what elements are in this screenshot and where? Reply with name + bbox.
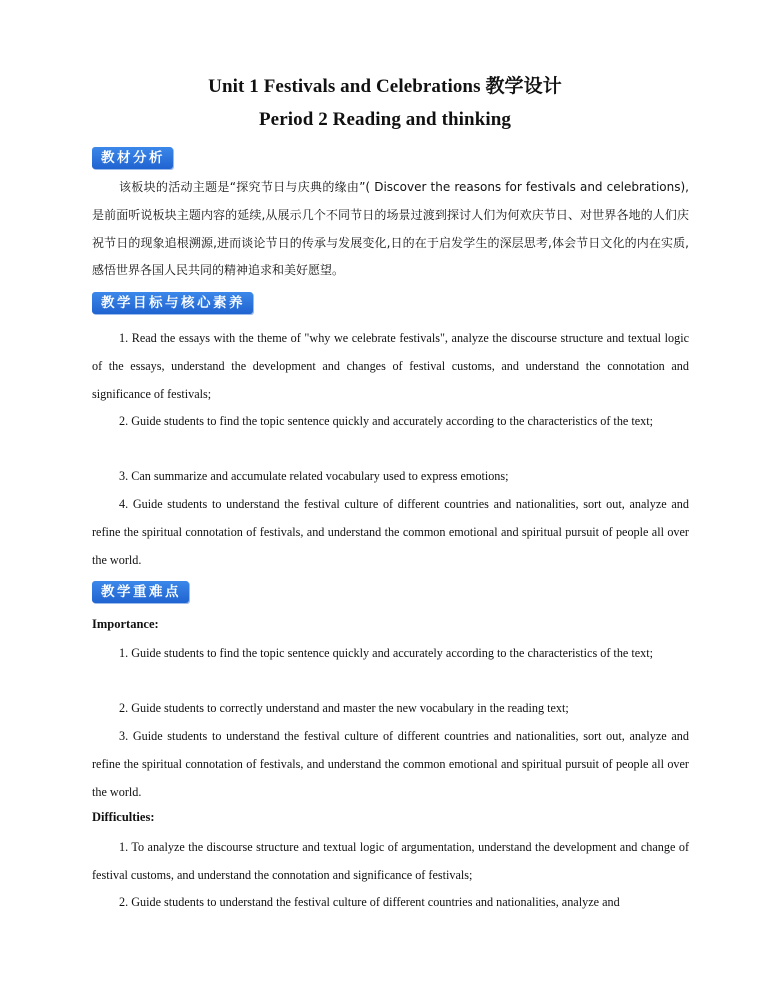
- section-badge-key-points: 教学重难点: [92, 581, 189, 603]
- difficulties-item-1: 1. To analyze the discourse structure and textual logic of argumentation, understand the development and change of festival customs, and understand the connotation and significance of festivals;: [92, 840, 689, 882]
- importance-heading: Importance:: [92, 617, 159, 631]
- importance-item-1: 1. Guide students to find the topic sentence quickly and accurately according to the characteristics of the text;: [119, 646, 654, 660]
- objective-item-2: 2. Guide students to find the topic sentence quickly and accurately according to the characteristics of the text;: [119, 414, 654, 428]
- document-title: Unit 1 Festivals and Celebrations 教学设计: [208, 76, 562, 97]
- textbook-analysis-paragraph: 该板块的活动主题是“探究节日与庆典的缘由”( Discover the reasons for festivals and celebrations),是前面听说板块主题内容的延续,从展示几个不同节日的场景过渡到探讨人们为何欢庆节日、对世界各地的人们庆祝节日的现象追根溯源,进而谈论节日的传承与发展变化,日的在于启发学生的深层思考,体会节日文化的内在实质,感悟世界各国人民共同的精神追求和美好愿望。: [92, 180, 689, 278]
- importance-item-3: 3. Guide students to understand the festival culture of different countries and nationalities, sort out, analyze and refine the spiritual connotation of festivals, and understand the common emotional and spiritual pursuit of people all over the world.: [92, 729, 689, 799]
- document-subtitle: Period 2 Reading and thinking: [258, 109, 512, 130]
- section-badge-textbook-analysis: 教材分析: [92, 147, 173, 169]
- objective-item-3: 3. Can summarize and accumulate related vocabulary used to express emotions;: [119, 469, 509, 483]
- difficulties-heading: Difficulties:: [92, 810, 155, 824]
- difficulties-item-2: 2. Guide students to understand the festival culture of different countries and nationalities, analyze and: [119, 895, 620, 909]
- section-badge-objectives: 教学目标与核心素养: [92, 292, 253, 314]
- objective-item-4: 4. Guide students to understand the festival culture of different countries and nationalities, sort out, analyze and refine the spiritual connotation of festivals, and understand the common emotional and spiritual pursuit of people all over the world.: [92, 497, 689, 567]
- importance-item-2: 2. Guide students to correctly understand and master the new vocabulary in the reading text;: [119, 701, 569, 715]
- objective-item-1: 1. Read the essays with the theme of "why we celebrate festivals", analyze the discourse structure and textual logic of the essays, understand the development and changes of festival customs, and understand the connotation and significance of festivals;: [92, 331, 689, 401]
